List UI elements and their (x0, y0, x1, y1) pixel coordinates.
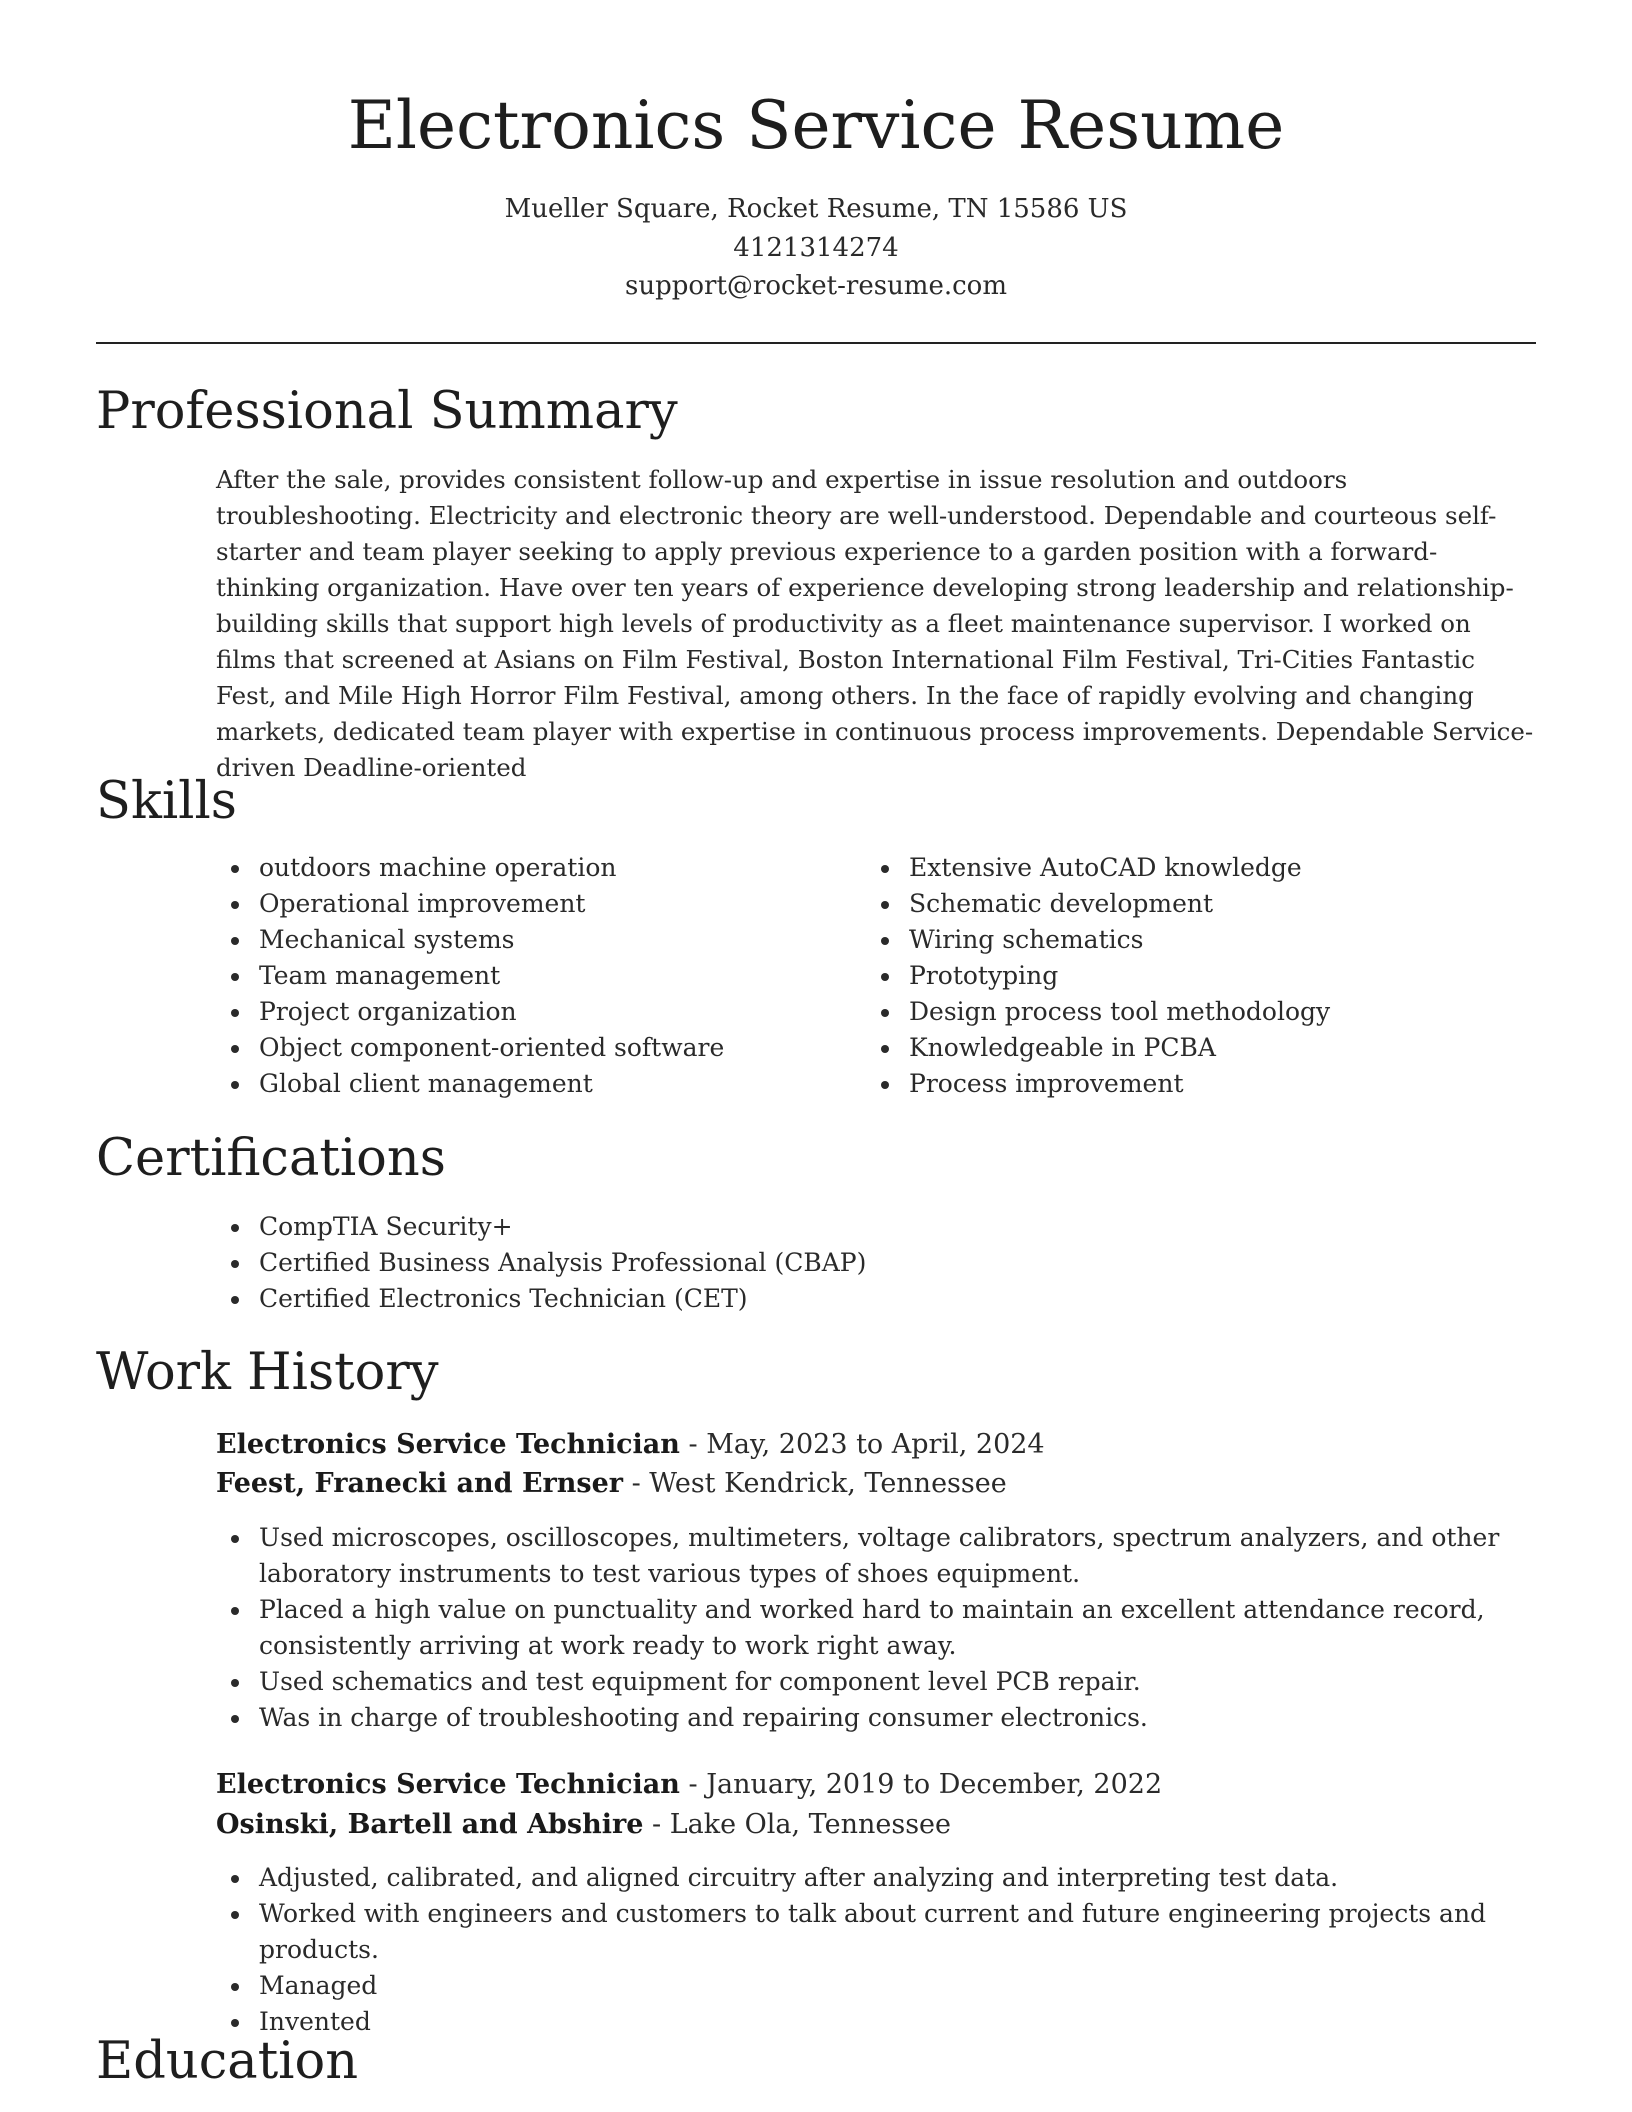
skill-item: Team management (216, 958, 856, 994)
skill-item: Wiring schematics (866, 922, 1536, 958)
job-title-line (216, 1425, 1536, 1465)
job-bullet: Placed a high value on punctuality and worked hard to maintain an excellent attendance record, consistently arriving at work ready to work right away. (216, 1592, 1536, 1664)
job-separator: - (679, 1769, 707, 1800)
contact-email: support@rocket-resume.com (624, 271, 1007, 301)
skill-item: Process improvement (866, 1066, 1536, 1102)
job-company-line (216, 1464, 1536, 1504)
job-bullet: Worked with engineers and customers to talk about current and future engineering projects and products. (216, 1896, 1536, 1968)
resume-name: Electronics Service Resume (347, 87, 1285, 164)
job-separator: - (679, 1429, 707, 1460)
job-separator: - (643, 1809, 670, 1840)
education-heading: Education (96, 2032, 359, 2091)
job-bullet: Used schematics and test equipment for component level PCB repair. (216, 1664, 1536, 1700)
job-bullet: Invented (216, 2004, 1536, 2040)
job-title: Electronics Service Technician (216, 1769, 680, 1800)
skills-heading: Skills (96, 772, 237, 831)
skill-item: Global client management (216, 1066, 856, 1102)
skill-item: Extensive AutoCAD knowledge (866, 850, 1536, 886)
skill-item: Project organization (216, 994, 856, 1030)
certification-item: Certified Electronics Technician (CET) (216, 1281, 1536, 1317)
job-company: Feest, Franecki and Ernser (216, 1468, 623, 1499)
job-title: Electronics Service Technician (216, 1429, 680, 1460)
job-location: West Kendrick, Tennessee (649, 1468, 1007, 1499)
summary-heading: Professional Summary (96, 382, 678, 441)
job-dates: January, 2019 to December, 2022 (706, 1769, 1163, 1800)
skill-item: Operational improvement (216, 886, 856, 922)
job-bullet: Used microscopes, oscilloscopes, multimeters, voltage calibrators, spectrum analyzers, and other laboratory instruments to test various types of shoes equipment. (216, 1520, 1536, 1592)
contact-phone: 4121314274 (733, 233, 899, 263)
job-bullet: Managed (216, 1968, 1536, 2004)
job-separator: - (623, 1468, 650, 1499)
job-bullet: Adjusted, calibrated, and aligned circuitry after analyzing and interpreting test data. (216, 1860, 1536, 1896)
skill-item: Object component-oriented software (216, 1030, 856, 1066)
contact-address: Mueller Square, Rocket Resume, TN 15586 US (504, 194, 1128, 224)
certification-item: CompTIA Security+ (216, 1209, 1536, 1245)
skill-item: Knowledgeable in PCBA (866, 1030, 1536, 1066)
work-history-heading: Work History (96, 1343, 439, 1402)
job-bullets (216, 1860, 1536, 2040)
skills-list-right (866, 850, 1536, 1102)
skills-list-left (216, 850, 856, 1102)
job-bullets (216, 1520, 1536, 1736)
certification-item: Certified Business Analysis Professional (CBAP) (216, 1245, 1536, 1281)
header-divider (96, 342, 1536, 344)
job-company-line (216, 1805, 1536, 1845)
job-company: Osinski, Bartell and Abshire (216, 1809, 644, 1840)
certifications-list (216, 1209, 1536, 1317)
certifications-heading: Certifications (96, 1129, 446, 1188)
skill-item: Design process tool methodology (866, 994, 1536, 1030)
summary-text: After the sale, provides consistent follow-up and expertise in issue resolution and outdoors troubleshooting. Electricity and electronic theory are well-understood. Dependable and courteous self-starter and team player seeking to apply previous experience to a garden position with a forward-thinking organization. Have over ten years of experience developing strong leadership and relationship-building skills that support high levels of productivity as a fleet maintenance supervisor. I worked on films that screened at Asians on Film Festival, Boston International Film Festival, Tri-Cities Fantastic Fest, and Mile High Horror Film Festival, among others. In the face of rapidly evolving and changing markets, dedicated team player with expertise in continuous process improvements. Dependable Service-driven Deadline-oriented (216, 465, 1534, 782)
job-dates: May, 2023 to April, 2024 (706, 1429, 1045, 1460)
job-title-line (216, 1765, 1536, 1805)
skill-item: outdoors machine operation (216, 850, 856, 886)
skill-item: Schematic development (866, 886, 1536, 922)
job-bullet: Was in charge of troubleshooting and repairing consumer electronics. (216, 1700, 1536, 1736)
skill-item: Prototyping (866, 958, 1536, 994)
job-location: Lake Ola, Tennessee (669, 1809, 952, 1840)
skill-item: Mechanical systems (216, 922, 856, 958)
